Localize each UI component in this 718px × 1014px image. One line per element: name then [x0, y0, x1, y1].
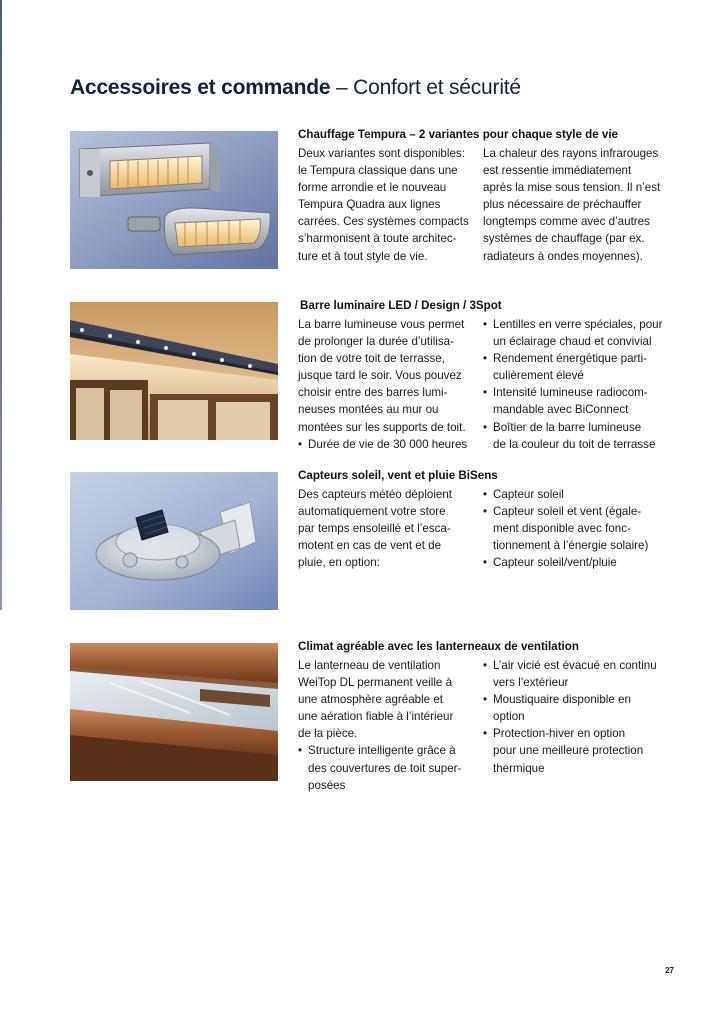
bullet-item	[298, 742, 478, 793]
text-line: pluie, en option:	[298, 556, 380, 570]
bullet-item	[483, 691, 673, 725]
bullet-line: • Rendement énergétique parti-	[493, 352, 648, 366]
page-edge-line	[0, 0, 2, 610]
bisens-heading: Capteurs soleil, vent et pluie BiSens	[298, 469, 498, 482]
bullet-line: pour une meilleure protection	[493, 744, 644, 758]
text-line: neuses montées au mur ou	[298, 403, 439, 417]
led-bar-left-column	[298, 316, 478, 453]
ventilation-skylight-photo	[70, 643, 278, 781]
text-line: longtemps comme avec d’autres	[483, 215, 650, 229]
text-line: carrées. Ces systèmes compacts	[298, 215, 469, 229]
bullet-item	[483, 384, 673, 418]
page-number: 27	[665, 966, 674, 975]
text-line: tion de votre toit de terrasse,	[298, 352, 445, 366]
text-line: une atmosphère agréable et	[298, 693, 444, 707]
tempura-right-column	[483, 145, 673, 265]
text-line: Deux variantes sont disponibles:	[298, 147, 465, 160]
bullet-line: • Intensité lumineuse radiocom-	[493, 386, 648, 400]
tempura-heading: Chauffage Tempura – 2 variantes pour chaque style de vie	[298, 128, 619, 141]
bullet-item	[483, 419, 673, 453]
bullet-line: • Durée de vie de 30 000 heures	[308, 437, 468, 451]
text-line: plus nécessaire de préchauffer	[483, 198, 642, 212]
ventilation-left-column	[298, 657, 478, 794]
bullet-line: des couvertures de toit super-	[308, 761, 462, 775]
bisens-left-column	[298, 486, 478, 571]
page-title	[70, 76, 521, 100]
led-bar-right-column	[483, 316, 673, 453]
text-line: motent en cas de vent et de	[298, 539, 442, 553]
text-line: systèmes de chauffage (par ex.	[483, 232, 645, 246]
text-line: le Tempura classique dans une	[298, 164, 458, 178]
text-line: Tempura Quadra aux lignes	[298, 198, 441, 212]
bullet-item	[483, 486, 673, 503]
bullet-line: • Boîtier de la barre lumineuse	[493, 420, 642, 434]
tempura-heater-photo	[70, 131, 278, 269]
text-line: jusque tard le soir. Vous pouvez	[298, 369, 462, 383]
text-line: Le lanterneau de ventilation	[298, 659, 441, 672]
bullet-item	[483, 657, 673, 691]
bullet-item	[483, 503, 673, 554]
text-line: radiateurs à ondes moyennes).	[483, 249, 643, 263]
bullet-line: • Structure intelligente grâce à	[308, 744, 456, 758]
text-line: par temps ensoleillé et l’esca-	[298, 522, 451, 536]
bullet-line: • Moustiquaire disponible en	[493, 693, 631, 707]
led-light-bar-photo	[70, 302, 278, 440]
bullet-line: posées	[308, 778, 346, 792]
bullet-line: mandable avec BiConnect	[493, 403, 629, 417]
text-line: ture et à tout style de vie.	[298, 249, 428, 263]
bullet-item	[483, 725, 673, 776]
bullet-item	[483, 554, 673, 571]
text-line: de la pièce.	[298, 727, 358, 741]
text-line: de prolonger la durée d’utilisa-	[298, 335, 454, 349]
text-line: montées sur les supports de toit.	[298, 420, 466, 434]
text-line: s’harmonisent à toute architec-	[298, 232, 457, 246]
bullet-line: ment disponible avec fonc-	[493, 522, 631, 536]
page-title-main: Accessoires et commande	[70, 76, 331, 99]
bullet-line: thermique	[493, 761, 545, 775]
page-title-subtitle: – Confort et sécurité	[336, 76, 521, 99]
text-line: WeiTop DL permanent veille à	[298, 676, 453, 690]
bisens-sensor-photo	[70, 472, 278, 610]
bullet-line: de la couleur du toit de terrasse	[493, 437, 656, 451]
text-line: La chaleur des rayons infrarouges	[483, 147, 659, 160]
bullet-line: • Capteur soleil	[493, 488, 564, 501]
bullet-line: vers l’extérieur	[493, 676, 569, 690]
bullet-line: • Lentilles en verre spéciales, pour	[493, 318, 663, 331]
led-bar-heading: Barre luminaire LED / Design / 3Spot	[300, 299, 502, 312]
text-line: automatiquement votre store	[298, 505, 446, 519]
text-line: Des capteurs météo déploient	[298, 488, 453, 501]
bullet-line: • Protection-hiver en option	[493, 727, 626, 741]
text-line: après la mise sous tension. Il n’est	[483, 181, 661, 195]
bullet-item	[298, 436, 478, 453]
ventilation-heading: Climat agréable avec les lanterneaux de ventilation	[298, 640, 579, 653]
bullet-line: un éclairage chaud et convivial	[493, 335, 652, 349]
ventilation-right-column	[483, 657, 673, 777]
bullet-line: • Capteur soleil/vent/pluie	[493, 556, 617, 570]
bullet-line: • Capteur soleil et vent (égale-	[493, 505, 642, 519]
bisens-right-column	[483, 486, 673, 571]
bullet-line: tionnement à l’énergie solaire)	[493, 539, 649, 553]
bullet-item	[483, 350, 673, 384]
text-line: forme arrondie et le nouveau	[298, 181, 447, 195]
bullet-item	[483, 316, 673, 350]
text-line: La barre lumineuse vous permet	[298, 318, 465, 331]
text-line: une aération fiable à l’intérieur	[298, 710, 454, 724]
bullet-line: culièrement élevé	[493, 369, 584, 383]
text-line: est ressentie immédiatement	[483, 164, 632, 178]
text-line: choisir entre des barres lumi-	[298, 386, 448, 400]
bullet-line: option	[493, 710, 525, 724]
bullet-line: • L’air vicié est évacué en continu	[493, 659, 657, 672]
tempura-left-column	[298, 145, 478, 265]
